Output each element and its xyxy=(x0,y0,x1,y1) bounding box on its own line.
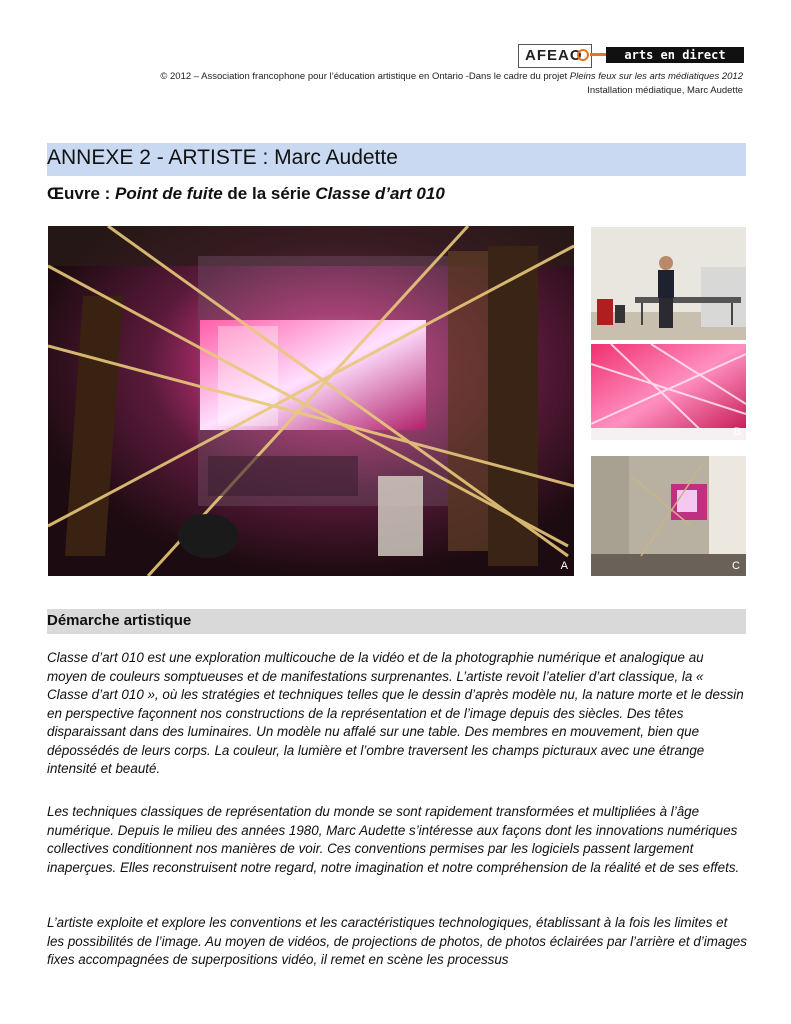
photo-a xyxy=(48,226,574,576)
work-title xyxy=(47,184,445,204)
page-header xyxy=(160,70,743,98)
header-subtitle: Installation médiatique, Marc Audette xyxy=(587,85,743,96)
paragraph-3: L’artiste exploite et explore les conventions et les caractéristiques technologiques, établissant à la fois les limites et les possibilités de l’image. Au moyen de vidéos, de projections de photos, de photos éclairées par l’arrière et d’images fixes accompagnées de superpositions vidéo, il remet en scène les processus xyxy=(47,915,747,967)
work-series: Classe d’art 010 xyxy=(315,184,445,203)
logo-ring-icon xyxy=(577,49,589,61)
section-heading xyxy=(47,609,746,634)
photo-b-label: B xyxy=(733,426,741,438)
work-name: Point de fuite xyxy=(115,184,223,203)
photo-c-label: C xyxy=(732,560,740,572)
page-title: ANNEXE 2 - ARTISTE : Marc Audette xyxy=(47,146,398,169)
paragraph-2: Les techniques classiques de représentation du monde se sont rapidement transformées et multipliées à l’âge numérique. Depuis le milieu des années 1980, Marc Audette s’intéresse aux façons dont les innovations numériques collectives conditionnent nos manières de voir. Ces conventions permises par les logiciels passent largement inaperçues. Elles reconstruisent notre regard, notre imagination et notre compréhension de la réalité et de ses effets. xyxy=(47,804,740,875)
header-project-name: Pleins feux sur les arts médiatiques 2012 xyxy=(569,71,743,82)
photo-c xyxy=(591,456,746,576)
section-title: Démarche artistique xyxy=(47,612,192,629)
title-banner xyxy=(47,143,746,176)
paragraph-1: Classe d’art 010 est une exploration multicouche de la vidéo et de la photographie numérique et analogique au moyen de couleurs somptueuses et de manifestations surprenantes. L’artiste revoit l’atelier d’art classique, la « Classe d’art 010 », où les stratégies et techniques telles que le dessin d’après modèle nu, la nature morte et le dessin en perspective façonnent nos constructions de la représentation et de l’image depuis des siècles. Des têtes disparaissant dans des luminaires. Un modèle nu affalé sur une table. Des membres en mouvement, bien que dépossédés de leurs corps. La couleur, la lumière et l’ombre traversent les champs picturaux avec une étrange intensité et beauté. xyxy=(47,650,744,776)
work-middle: de la série xyxy=(222,184,316,203)
afeao-logo xyxy=(518,44,744,66)
photo-b-top-image xyxy=(591,227,746,340)
photo-a-image xyxy=(48,226,574,576)
logo-arrow-icon xyxy=(590,53,606,56)
photo-c-image xyxy=(591,456,746,576)
photo-a-label: A xyxy=(560,560,568,572)
photo-b-bottom-image xyxy=(591,344,746,440)
work-prefix: Œuvre : xyxy=(47,184,116,203)
logo-org-text: AFEAO xyxy=(525,47,583,64)
logo-tagline: arts en direct xyxy=(606,47,744,63)
header-copyright-text: © 2012 – Association francophone pour l’éducation artistique en Ontario -Dans le cadre du projet xyxy=(160,71,570,82)
header-copyright xyxy=(160,70,743,84)
afeao-wordmark xyxy=(518,44,592,68)
photo-b-top xyxy=(591,227,746,340)
photo-b-bottom xyxy=(591,344,746,440)
